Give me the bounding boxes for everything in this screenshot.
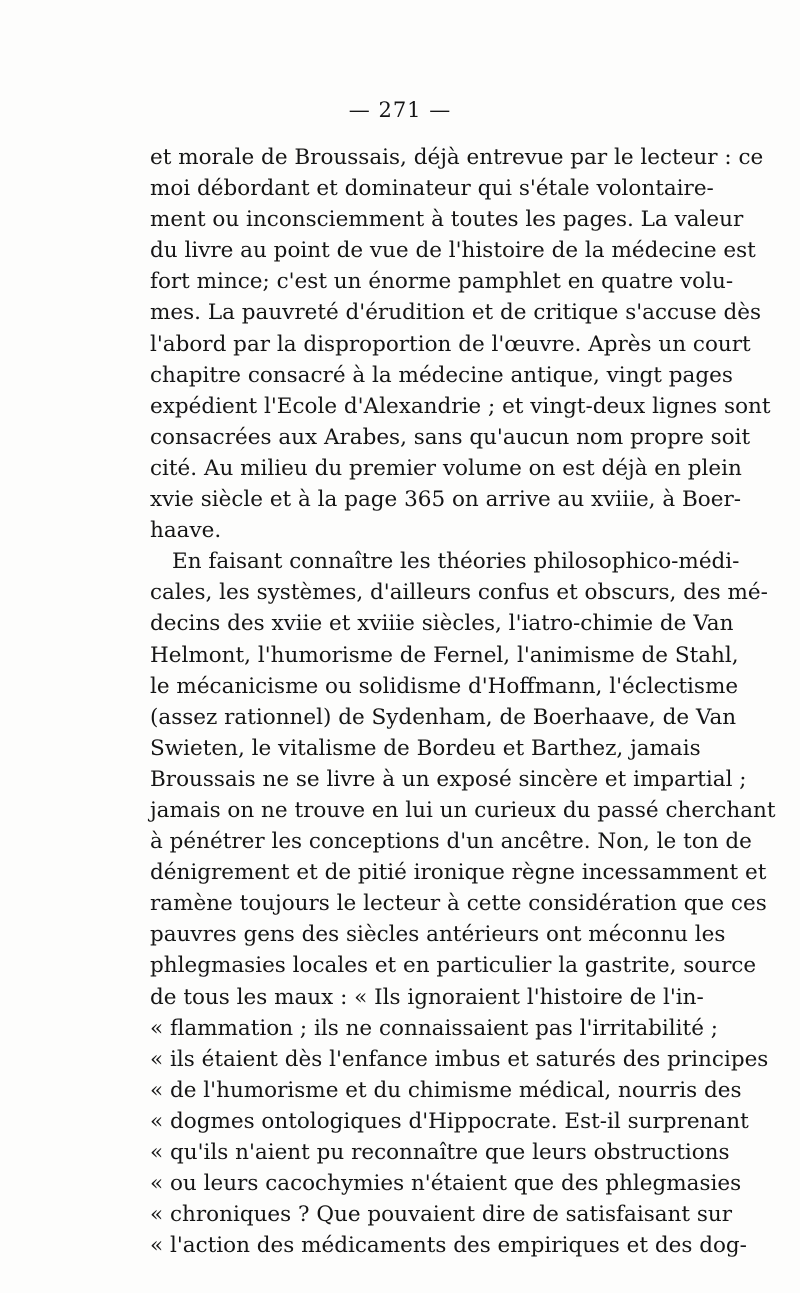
page-number: — 271 — [348,98,452,122]
text-line: haave. [150,518,222,544]
text-line: consacrées aux Arabes, sans qu'aucun nom propre soit [150,424,751,450]
text-line: mes. La pauvreté d'érudition et de critique s'accuse dès [150,300,762,326]
text-line: du livre au point de vue de l'histoire de la médecine est [150,238,756,264]
text-line: phlegmasies locales et en particulier la gastrite, source [150,953,757,979]
text-line: « flammation ; ils ne connaissaient pas l'irritabilité ; [150,1015,718,1041]
text-line: le mécanicisme ou solidisme d'Hoffmann, l'éclectisme [150,673,739,699]
text-line: Helmont, l'humorisme de Fernel, l'animisme de Stahl, [150,642,739,668]
text-line: dénigrement et de pitié ironique règne incessamment et [150,860,767,886]
text-line: à pénétrer les conceptions d'un ancêtre. Non, le ton de [150,829,752,855]
text-line: moi débordant et dominateur qui s'étale volontaire- [150,176,714,202]
text-line: En faisant connaître les théories philosophico-médi- [172,549,740,575]
text-line: « de l'humorisme et du chimisme médical, nourris des [150,1077,742,1103]
text-line: « chroniques ? Que pouvaient dire de satisfaisant sur [150,1202,733,1228]
text-line: et morale de Broussais, déjà entrevue par le lecteur : ce [150,145,764,170]
text-line: xvie siècle et à la page 365 on arrive au xviiie, à Boer- [150,487,741,513]
text-line: Broussais ne se livre à un exposé sincère et impartial ; [150,766,747,792]
text-line: chapitre consacré à la médecine antique, vingt pages [150,362,733,388]
text-line: l'abord par la disproportion de l'œuvre. Après un court [150,331,751,357]
text-line: ment ou inconsciemment à toutes les pages. La valeur [150,207,744,233]
text-line: « l'action des médicaments des empiriques et des dog- [150,1233,747,1259]
text-line: « dogmes ontologiques d'Hippocrate. Est-il surprenant [150,1108,749,1134]
text-line: cales, les systèmes, d'ailleurs confus et obscurs, des mé- [150,580,768,606]
text-line: Swieten, le vitalisme de Bordeu et Barthez, jamais [150,735,701,761]
body-text [150,142,776,1261]
text-line: (assez rationnel) de Sydenham, de Boerhaave, de Van [150,704,737,730]
text-line: ramène toujours le lecteur à cette considération que ces [150,891,767,917]
text-line: cité. Au milieu du premier volume on est déjà en plein [150,455,742,481]
text-line: fort mince; c'est un énorme pamphlet en quatre volu- [150,269,734,295]
text-line: « ou leurs cacochymies n'étaient que des phlegmasies [150,1171,742,1197]
text-line: decins des xviie et xviiie siècles, l'iatro-chimie de Van [150,611,734,637]
text-line: expédient l'Ecole d'Alexandrie ; et vingt-deux lignes sont [150,393,771,419]
text-line: jamais on ne trouve en lui un curieux du passé cherchant [150,797,776,823]
text-line: « ils étaient dès l'enfance imbus et saturés des principes [150,1046,769,1072]
text-line: de tous les maux : « Ils ignoraient l'histoire de l'in- [150,984,704,1010]
text-line: pauvres gens des siècles antérieurs ont méconnu les [150,922,726,948]
text-line: « qu'ils n'aient pu reconnaître que leurs obstructions [150,1140,730,1165]
